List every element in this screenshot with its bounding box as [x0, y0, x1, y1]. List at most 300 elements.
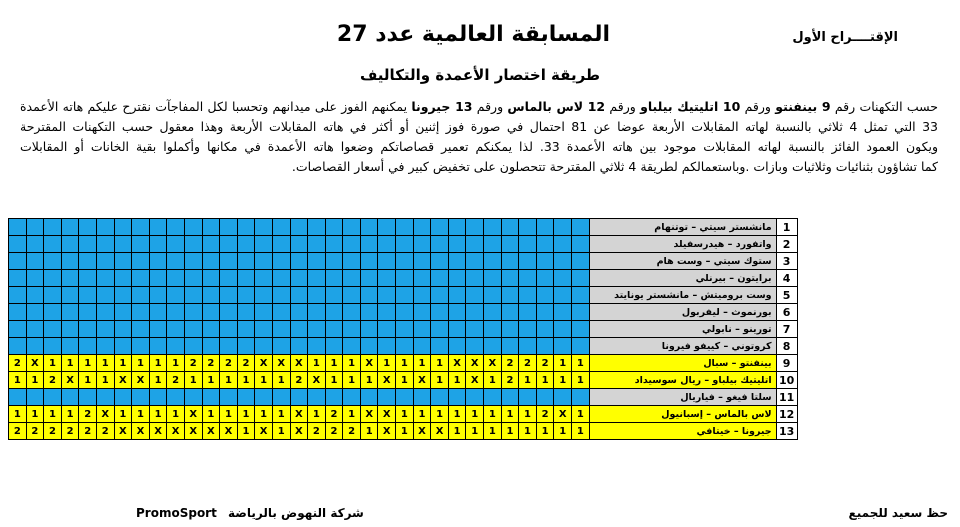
prediction-cell[interactable]: [466, 304, 484, 321]
prediction-cell[interactable]: [44, 219, 62, 236]
prediction-cell[interactable]: [220, 253, 238, 270]
prediction-cell[interactable]: [132, 219, 150, 236]
prediction-cell[interactable]: [536, 321, 554, 338]
prediction-cell[interactable]: 1: [202, 406, 220, 423]
prediction-cell[interactable]: X: [484, 355, 502, 372]
prediction-cell[interactable]: [220, 236, 238, 253]
prediction-cell[interactable]: [343, 219, 361, 236]
prediction-cell[interactable]: 1: [572, 355, 590, 372]
prediction-cell[interactable]: X: [378, 372, 396, 389]
prediction-cell[interactable]: [308, 270, 326, 287]
prediction-cell[interactable]: [61, 219, 79, 236]
prediction-cell[interactable]: [448, 321, 466, 338]
prediction-cell[interactable]: [202, 287, 220, 304]
prediction-cell[interactable]: [184, 389, 202, 406]
prediction-cell[interactable]: X: [114, 372, 132, 389]
prediction-cell[interactable]: [61, 389, 79, 406]
prediction-cell[interactable]: [431, 253, 449, 270]
prediction-cell[interactable]: [308, 321, 326, 338]
prediction-cell[interactable]: [255, 321, 273, 338]
prediction-cell[interactable]: [308, 287, 326, 304]
prediction-cell[interactable]: [167, 270, 185, 287]
prediction-cell[interactable]: [9, 321, 27, 338]
prediction-cell[interactable]: [396, 287, 414, 304]
prediction-cell[interactable]: 1: [9, 406, 27, 423]
prediction-cell[interactable]: [431, 389, 449, 406]
prediction-cell[interactable]: 1: [167, 355, 185, 372]
prediction-cell[interactable]: [237, 338, 255, 355]
prediction-cell[interactable]: [396, 389, 414, 406]
prediction-cell[interactable]: [431, 321, 449, 338]
prediction-cell[interactable]: [572, 236, 590, 253]
prediction-cell[interactable]: X: [554, 406, 572, 423]
prediction-cell[interactable]: [519, 236, 537, 253]
prediction-cell[interactable]: [114, 287, 132, 304]
prediction-cell[interactable]: [167, 236, 185, 253]
prediction-cell[interactable]: [96, 287, 114, 304]
prediction-cell[interactable]: [114, 389, 132, 406]
prediction-cell[interactable]: [343, 389, 361, 406]
prediction-cell[interactable]: [501, 389, 519, 406]
prediction-cell[interactable]: [360, 236, 378, 253]
prediction-cell[interactable]: [448, 219, 466, 236]
prediction-cell[interactable]: [255, 304, 273, 321]
prediction-cell[interactable]: [501, 236, 519, 253]
prediction-cell[interactable]: 1: [96, 355, 114, 372]
prediction-cell[interactable]: [308, 304, 326, 321]
prediction-cell[interactable]: X: [466, 372, 484, 389]
prediction-cell[interactable]: [343, 236, 361, 253]
prediction-cell[interactable]: [396, 338, 414, 355]
prediction-cell[interactable]: [501, 338, 519, 355]
prediction-cell[interactable]: 2: [501, 372, 519, 389]
prediction-cell[interactable]: [220, 270, 238, 287]
prediction-cell[interactable]: [96, 389, 114, 406]
prediction-cell[interactable]: [237, 253, 255, 270]
prediction-cell[interactable]: 1: [554, 423, 572, 440]
prediction-cell[interactable]: X: [132, 372, 150, 389]
prediction-cell[interactable]: [554, 236, 572, 253]
prediction-cell[interactable]: [378, 236, 396, 253]
prediction-cell[interactable]: 2: [167, 372, 185, 389]
prediction-cell[interactable]: 1: [448, 372, 466, 389]
prediction-cell[interactable]: [519, 270, 537, 287]
prediction-cell[interactable]: [501, 253, 519, 270]
prediction-cell[interactable]: [360, 321, 378, 338]
prediction-cell[interactable]: [484, 321, 502, 338]
prediction-cell[interactable]: [378, 321, 396, 338]
prediction-cell[interactable]: [237, 236, 255, 253]
prediction-cell[interactable]: [572, 270, 590, 287]
prediction-cell[interactable]: 1: [484, 423, 502, 440]
prediction-cell[interactable]: [519, 253, 537, 270]
prediction-cell[interactable]: X: [255, 355, 273, 372]
prediction-cell[interactable]: 1: [272, 372, 290, 389]
prediction-cell[interactable]: [255, 287, 273, 304]
prediction-cell[interactable]: [413, 304, 431, 321]
prediction-cell[interactable]: [132, 287, 150, 304]
prediction-cell[interactable]: [466, 253, 484, 270]
prediction-cell[interactable]: [484, 219, 502, 236]
prediction-cell[interactable]: 2: [26, 423, 44, 440]
prediction-cell[interactable]: [237, 287, 255, 304]
prediction-cell[interactable]: [396, 253, 414, 270]
prediction-cell[interactable]: [554, 219, 572, 236]
prediction-cell[interactable]: [431, 270, 449, 287]
prediction-cell[interactable]: [431, 338, 449, 355]
prediction-cell[interactable]: [202, 253, 220, 270]
prediction-cell[interactable]: X: [413, 423, 431, 440]
prediction-cell[interactable]: 1: [149, 406, 167, 423]
prediction-cell[interactable]: X: [290, 355, 308, 372]
prediction-cell[interactable]: 2: [184, 355, 202, 372]
prediction-cell[interactable]: 1: [149, 372, 167, 389]
prediction-cell[interactable]: [184, 338, 202, 355]
prediction-cell[interactable]: [396, 270, 414, 287]
prediction-cell[interactable]: [378, 270, 396, 287]
prediction-cell[interactable]: 1: [431, 406, 449, 423]
prediction-cell[interactable]: 2: [237, 355, 255, 372]
prediction-cell[interactable]: 1: [501, 406, 519, 423]
prediction-cell[interactable]: [343, 287, 361, 304]
prediction-cell[interactable]: [79, 253, 97, 270]
prediction-cell[interactable]: [149, 321, 167, 338]
prediction-cell[interactable]: 1: [536, 372, 554, 389]
prediction-cell[interactable]: X: [114, 423, 132, 440]
prediction-cell[interactable]: 1: [325, 355, 343, 372]
prediction-cell[interactable]: 1: [237, 406, 255, 423]
prediction-cell[interactable]: [44, 287, 62, 304]
prediction-cell[interactable]: 1: [26, 406, 44, 423]
prediction-cell[interactable]: [413, 219, 431, 236]
prediction-cell[interactable]: 1: [448, 423, 466, 440]
prediction-cell[interactable]: [572, 321, 590, 338]
prediction-cell[interactable]: [448, 253, 466, 270]
prediction-cell[interactable]: [484, 389, 502, 406]
prediction-cell[interactable]: [61, 287, 79, 304]
prediction-cell[interactable]: [554, 270, 572, 287]
prediction-cell[interactable]: [237, 304, 255, 321]
prediction-cell[interactable]: X: [184, 406, 202, 423]
prediction-cell[interactable]: [308, 253, 326, 270]
prediction-cell[interactable]: [237, 389, 255, 406]
prediction-cell[interactable]: [132, 304, 150, 321]
prediction-cell[interactable]: [96, 253, 114, 270]
prediction-cell[interactable]: 1: [378, 355, 396, 372]
prediction-cell[interactable]: [325, 253, 343, 270]
prediction-cell[interactable]: 1: [343, 372, 361, 389]
prediction-cell[interactable]: 2: [290, 372, 308, 389]
prediction-cell[interactable]: [325, 338, 343, 355]
prediction-cell[interactable]: [184, 304, 202, 321]
prediction-cell[interactable]: [272, 236, 290, 253]
prediction-cell[interactable]: 2: [325, 406, 343, 423]
prediction-cell[interactable]: [325, 389, 343, 406]
prediction-cell[interactable]: [202, 389, 220, 406]
prediction-cell[interactable]: [149, 236, 167, 253]
prediction-cell[interactable]: [44, 270, 62, 287]
prediction-cell[interactable]: [9, 219, 27, 236]
prediction-cell[interactable]: 1: [554, 355, 572, 372]
prediction-cell[interactable]: [26, 304, 44, 321]
prediction-cell[interactable]: X: [378, 406, 396, 423]
prediction-cell[interactable]: [378, 287, 396, 304]
prediction-cell[interactable]: 1: [360, 423, 378, 440]
prediction-cell[interactable]: [61, 236, 79, 253]
prediction-cell[interactable]: [519, 304, 537, 321]
prediction-cell[interactable]: [167, 304, 185, 321]
prediction-cell[interactable]: 1: [184, 372, 202, 389]
prediction-cell[interactable]: [466, 219, 484, 236]
prediction-cell[interactable]: X: [290, 406, 308, 423]
prediction-cell[interactable]: 1: [413, 406, 431, 423]
prediction-cell[interactable]: [79, 304, 97, 321]
prediction-cell[interactable]: [26, 287, 44, 304]
prediction-cell[interactable]: 2: [9, 423, 27, 440]
prediction-cell[interactable]: [26, 270, 44, 287]
prediction-cell[interactable]: [272, 253, 290, 270]
prediction-cell[interactable]: 1: [114, 406, 132, 423]
prediction-cell[interactable]: [519, 287, 537, 304]
prediction-cell[interactable]: [378, 253, 396, 270]
prediction-cell[interactable]: [96, 304, 114, 321]
prediction-cell[interactable]: [554, 389, 572, 406]
prediction-cell[interactable]: X: [378, 423, 396, 440]
prediction-cell[interactable]: [501, 321, 519, 338]
prediction-cell[interactable]: [448, 304, 466, 321]
prediction-cell[interactable]: [149, 338, 167, 355]
prediction-cell[interactable]: 1: [255, 372, 273, 389]
prediction-cell[interactable]: 1: [343, 406, 361, 423]
prediction-cell[interactable]: [9, 389, 27, 406]
prediction-cell[interactable]: X: [149, 423, 167, 440]
prediction-cell[interactable]: 1: [519, 372, 537, 389]
prediction-cell[interactable]: 1: [360, 372, 378, 389]
prediction-cell[interactable]: [343, 253, 361, 270]
prediction-cell[interactable]: [396, 236, 414, 253]
prediction-cell[interactable]: [237, 321, 255, 338]
prediction-cell[interactable]: 2: [536, 355, 554, 372]
prediction-cell[interactable]: 1: [308, 406, 326, 423]
prediction-cell[interactable]: X: [308, 372, 326, 389]
prediction-cell[interactable]: [9, 236, 27, 253]
prediction-cell[interactable]: [501, 304, 519, 321]
prediction-cell[interactable]: 2: [96, 423, 114, 440]
prediction-cell[interactable]: [255, 253, 273, 270]
prediction-cell[interactable]: 2: [220, 355, 238, 372]
prediction-cell[interactable]: [554, 338, 572, 355]
prediction-cell[interactable]: [255, 236, 273, 253]
prediction-cell[interactable]: 2: [343, 423, 361, 440]
prediction-cell[interactable]: [448, 270, 466, 287]
prediction-cell[interactable]: [290, 321, 308, 338]
prediction-cell[interactable]: 1: [9, 372, 27, 389]
prediction-cell[interactable]: 1: [572, 423, 590, 440]
prediction-cell[interactable]: 1: [61, 406, 79, 423]
prediction-cell[interactable]: [413, 253, 431, 270]
prediction-cell[interactable]: [536, 253, 554, 270]
prediction-cell[interactable]: [360, 287, 378, 304]
prediction-cell[interactable]: [26, 389, 44, 406]
prediction-cell[interactable]: [466, 389, 484, 406]
prediction-cell[interactable]: [343, 270, 361, 287]
prediction-cell[interactable]: [536, 287, 554, 304]
prediction-cell[interactable]: [132, 253, 150, 270]
prediction-cell[interactable]: [61, 304, 79, 321]
prediction-cell[interactable]: [536, 270, 554, 287]
prediction-cell[interactable]: [132, 236, 150, 253]
prediction-cell[interactable]: [272, 287, 290, 304]
prediction-cell[interactable]: 1: [536, 423, 554, 440]
prediction-cell[interactable]: X: [184, 423, 202, 440]
prediction-cell[interactable]: 2: [519, 355, 537, 372]
prediction-cell[interactable]: [554, 287, 572, 304]
prediction-cell[interactable]: [9, 253, 27, 270]
prediction-cell[interactable]: [308, 236, 326, 253]
prediction-cell[interactable]: [184, 321, 202, 338]
prediction-cell[interactable]: [149, 219, 167, 236]
prediction-cell[interactable]: [96, 270, 114, 287]
prediction-cell[interactable]: [44, 321, 62, 338]
prediction-cell[interactable]: [202, 338, 220, 355]
prediction-cell[interactable]: [114, 270, 132, 287]
prediction-cell[interactable]: [378, 219, 396, 236]
prediction-cell[interactable]: 1: [237, 372, 255, 389]
prediction-cell[interactable]: [114, 236, 132, 253]
prediction-cell[interactable]: [325, 236, 343, 253]
prediction-cell[interactable]: [167, 338, 185, 355]
prediction-cell[interactable]: X: [466, 355, 484, 372]
prediction-cell[interactable]: [431, 304, 449, 321]
prediction-cell[interactable]: [44, 338, 62, 355]
prediction-cell[interactable]: [431, 219, 449, 236]
prediction-cell[interactable]: [202, 304, 220, 321]
prediction-cell[interactable]: [114, 304, 132, 321]
prediction-cell[interactable]: [484, 253, 502, 270]
prediction-cell[interactable]: [290, 253, 308, 270]
prediction-cell[interactable]: [9, 338, 27, 355]
prediction-cell[interactable]: 1: [572, 372, 590, 389]
prediction-cell[interactable]: [220, 304, 238, 321]
prediction-cell[interactable]: [448, 338, 466, 355]
prediction-cell[interactable]: X: [61, 372, 79, 389]
prediction-cell[interactable]: [572, 253, 590, 270]
prediction-cell[interactable]: [484, 287, 502, 304]
prediction-cell[interactable]: [554, 321, 572, 338]
prediction-cell[interactable]: 1: [466, 406, 484, 423]
prediction-cell[interactable]: [272, 304, 290, 321]
prediction-cell[interactable]: [184, 236, 202, 253]
prediction-cell[interactable]: 2: [9, 355, 27, 372]
prediction-cell[interactable]: [519, 389, 537, 406]
prediction-cell[interactable]: [61, 253, 79, 270]
prediction-cell[interactable]: [272, 321, 290, 338]
prediction-cell[interactable]: [79, 219, 97, 236]
prediction-cell[interactable]: 1: [396, 355, 414, 372]
prediction-cell[interactable]: [9, 287, 27, 304]
prediction-cell[interactable]: X: [448, 355, 466, 372]
prediction-cell[interactable]: 1: [149, 355, 167, 372]
prediction-cell[interactable]: [255, 338, 273, 355]
prediction-cell[interactable]: [149, 304, 167, 321]
prediction-cell[interactable]: [554, 304, 572, 321]
prediction-cell[interactable]: [466, 236, 484, 253]
prediction-cell[interactable]: 1: [431, 355, 449, 372]
prediction-cell[interactable]: X: [26, 355, 44, 372]
prediction-cell[interactable]: [325, 321, 343, 338]
prediction-cell[interactable]: [149, 253, 167, 270]
prediction-cell[interactable]: [9, 304, 27, 321]
prediction-cell[interactable]: [536, 304, 554, 321]
prediction-cell[interactable]: [272, 389, 290, 406]
prediction-cell[interactable]: [184, 219, 202, 236]
prediction-cell[interactable]: [536, 389, 554, 406]
prediction-cell[interactable]: X: [132, 423, 150, 440]
prediction-cell[interactable]: [114, 338, 132, 355]
prediction-cell[interactable]: [378, 304, 396, 321]
prediction-cell[interactable]: [290, 287, 308, 304]
prediction-cell[interactable]: [79, 287, 97, 304]
prediction-cell[interactable]: [484, 270, 502, 287]
prediction-cell[interactable]: [184, 253, 202, 270]
prediction-cell[interactable]: 1: [44, 406, 62, 423]
prediction-cell[interactable]: [114, 253, 132, 270]
prediction-cell[interactable]: 1: [448, 406, 466, 423]
prediction-cell[interactable]: 1: [343, 355, 361, 372]
prediction-cell[interactable]: 1: [237, 423, 255, 440]
prediction-cell[interactable]: 1: [44, 355, 62, 372]
prediction-cell[interactable]: [448, 287, 466, 304]
prediction-cell[interactable]: [448, 389, 466, 406]
prediction-cell[interactable]: 1: [484, 372, 502, 389]
prediction-cell[interactable]: [448, 236, 466, 253]
prediction-cell[interactable]: [343, 321, 361, 338]
prediction-cell[interactable]: [9, 270, 27, 287]
prediction-cell[interactable]: [396, 304, 414, 321]
prediction-cell[interactable]: X: [96, 406, 114, 423]
prediction-cell[interactable]: [167, 321, 185, 338]
prediction-cell[interactable]: [26, 321, 44, 338]
prediction-cell[interactable]: 1: [554, 372, 572, 389]
prediction-cell[interactable]: [466, 287, 484, 304]
prediction-cell[interactable]: [132, 338, 150, 355]
prediction-cell[interactable]: [237, 270, 255, 287]
prediction-cell[interactable]: [431, 287, 449, 304]
prediction-cell[interactable]: [360, 389, 378, 406]
prediction-cell[interactable]: [79, 321, 97, 338]
prediction-cell[interactable]: [44, 389, 62, 406]
prediction-cell[interactable]: [554, 253, 572, 270]
prediction-cell[interactable]: [79, 338, 97, 355]
prediction-cell[interactable]: 1: [255, 406, 273, 423]
prediction-cell[interactable]: [220, 321, 238, 338]
prediction-cell[interactable]: 1: [413, 355, 431, 372]
prediction-cell[interactable]: X: [220, 423, 238, 440]
prediction-cell[interactable]: [184, 270, 202, 287]
prediction-cell[interactable]: [79, 236, 97, 253]
prediction-cell[interactable]: X: [360, 406, 378, 423]
prediction-cell[interactable]: [255, 270, 273, 287]
prediction-cell[interactable]: [61, 270, 79, 287]
prediction-cell[interactable]: 1: [220, 372, 238, 389]
prediction-cell[interactable]: [308, 389, 326, 406]
prediction-cell[interactable]: 1: [114, 355, 132, 372]
prediction-cell[interactable]: [572, 389, 590, 406]
prediction-cell[interactable]: [272, 219, 290, 236]
prediction-cell[interactable]: [114, 219, 132, 236]
prediction-cell[interactable]: [396, 219, 414, 236]
prediction-cell[interactable]: [132, 270, 150, 287]
